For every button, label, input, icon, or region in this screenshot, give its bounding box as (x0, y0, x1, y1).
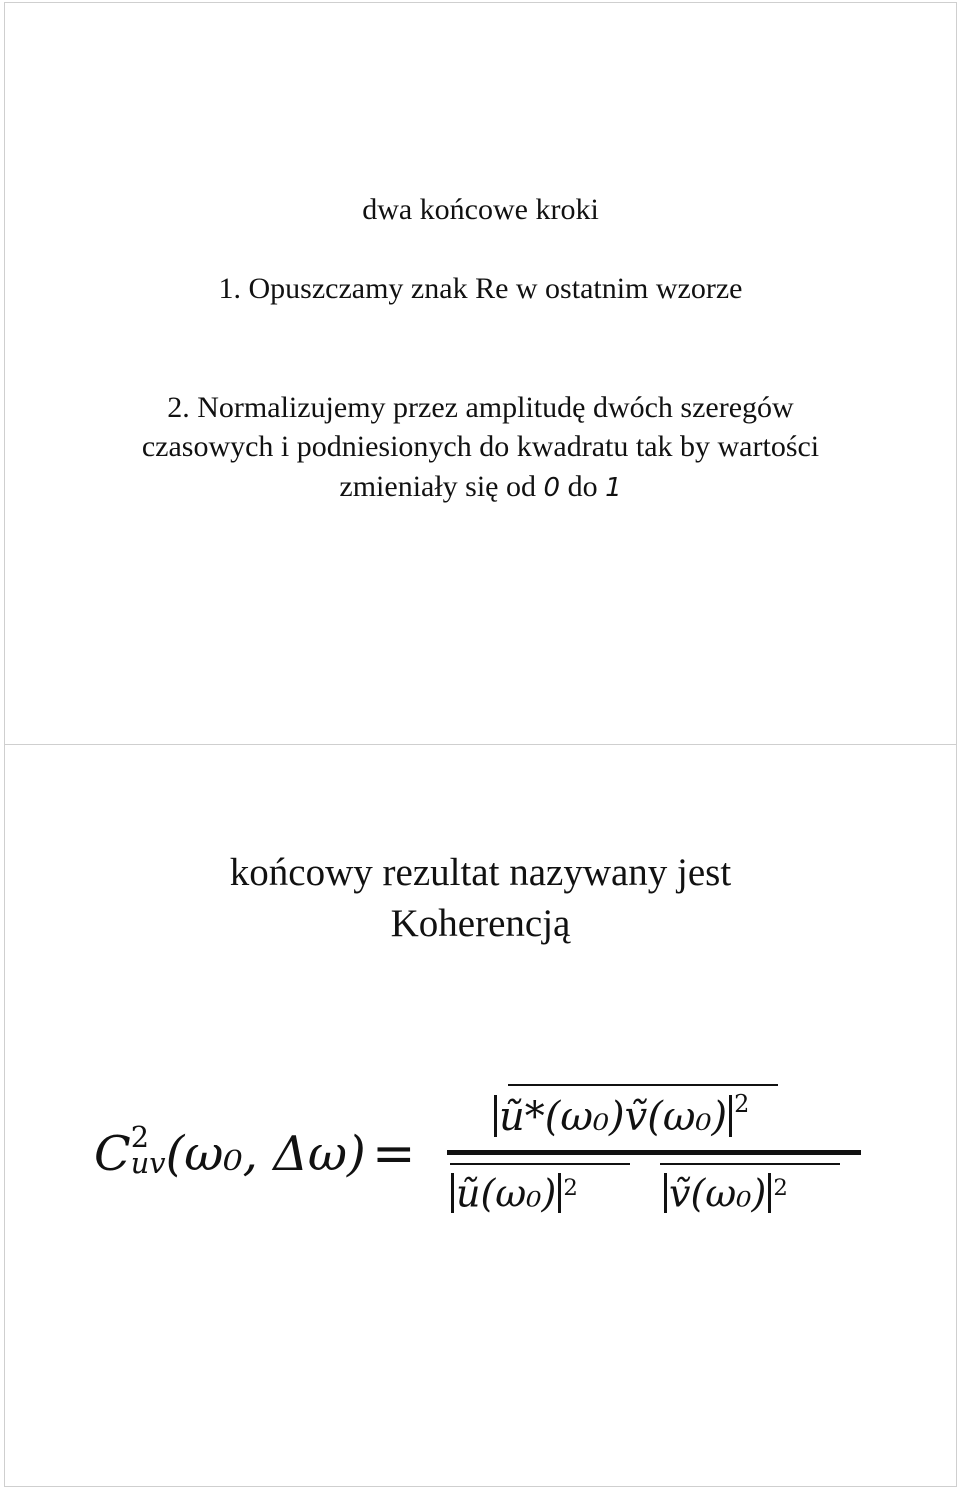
abs-bar-right (768, 1173, 771, 1213)
abs-bar-left (494, 1095, 497, 1137)
formula-lhs (94, 1119, 366, 1184)
lhs-superscript: 2 (130, 1119, 150, 1154)
denominator-v-overline (660, 1163, 840, 1165)
denominator-u (449, 1162, 578, 1219)
numerator-expression: ũ*(ω₀)ṽ(ω₀) (499, 1094, 728, 1140)
denominator-u-expression: ũ(ω₀) (456, 1171, 557, 1216)
lhs-arguments: (ω₀, Δω) (165, 1126, 366, 1182)
slide-2 (4, 744, 957, 1487)
step-2-line-2: czasowych i podniesionych do kwadratu tak by wartości (141, 430, 820, 463)
lhs-subscript: uv (130, 1145, 166, 1180)
denominator-v-expression: ṽ(ω₀) (669, 1171, 767, 1216)
fraction-bar (447, 1150, 861, 1155)
numerator-power: 2 (734, 1090, 750, 1118)
lhs-symbol: C (94, 1126, 131, 1182)
abs-bar-right (558, 1173, 561, 1213)
numerator-overline (508, 1084, 778, 1086)
step-1-text: 1. Opuszczamy znak Re w ostatnim wzorze (218, 272, 743, 305)
step-2-mid: do (567, 470, 598, 503)
equals-sign: = (372, 1124, 416, 1184)
slide-1 (4, 2, 957, 744)
result-line-2: Koherencją (390, 902, 571, 945)
formula-numerator (492, 1077, 749, 1144)
denominator-v (662, 1162, 788, 1219)
slide-title: dwa końcowe kroki (362, 193, 599, 226)
denominator-v-power: 2 (773, 1175, 788, 1201)
abs-bar-left (451, 1173, 454, 1213)
step-2-prefix: zmieniały się od (339, 470, 537, 503)
denominator-u-overline (450, 1163, 630, 1165)
value-zero: 0 (543, 473, 561, 503)
abs-bar-right (729, 1095, 732, 1137)
step-2-line-3 (5, 468, 956, 507)
abs-bar-left (664, 1173, 667, 1213)
denominator-u-power: 2 (563, 1175, 578, 1201)
value-one: 1 (605, 473, 622, 503)
result-line-1: końcowy rezultat nazywany jest (229, 851, 732, 894)
step-2-line-1: 2. Normalizujemy przez amplitudę dwóch szeregów (167, 391, 794, 424)
